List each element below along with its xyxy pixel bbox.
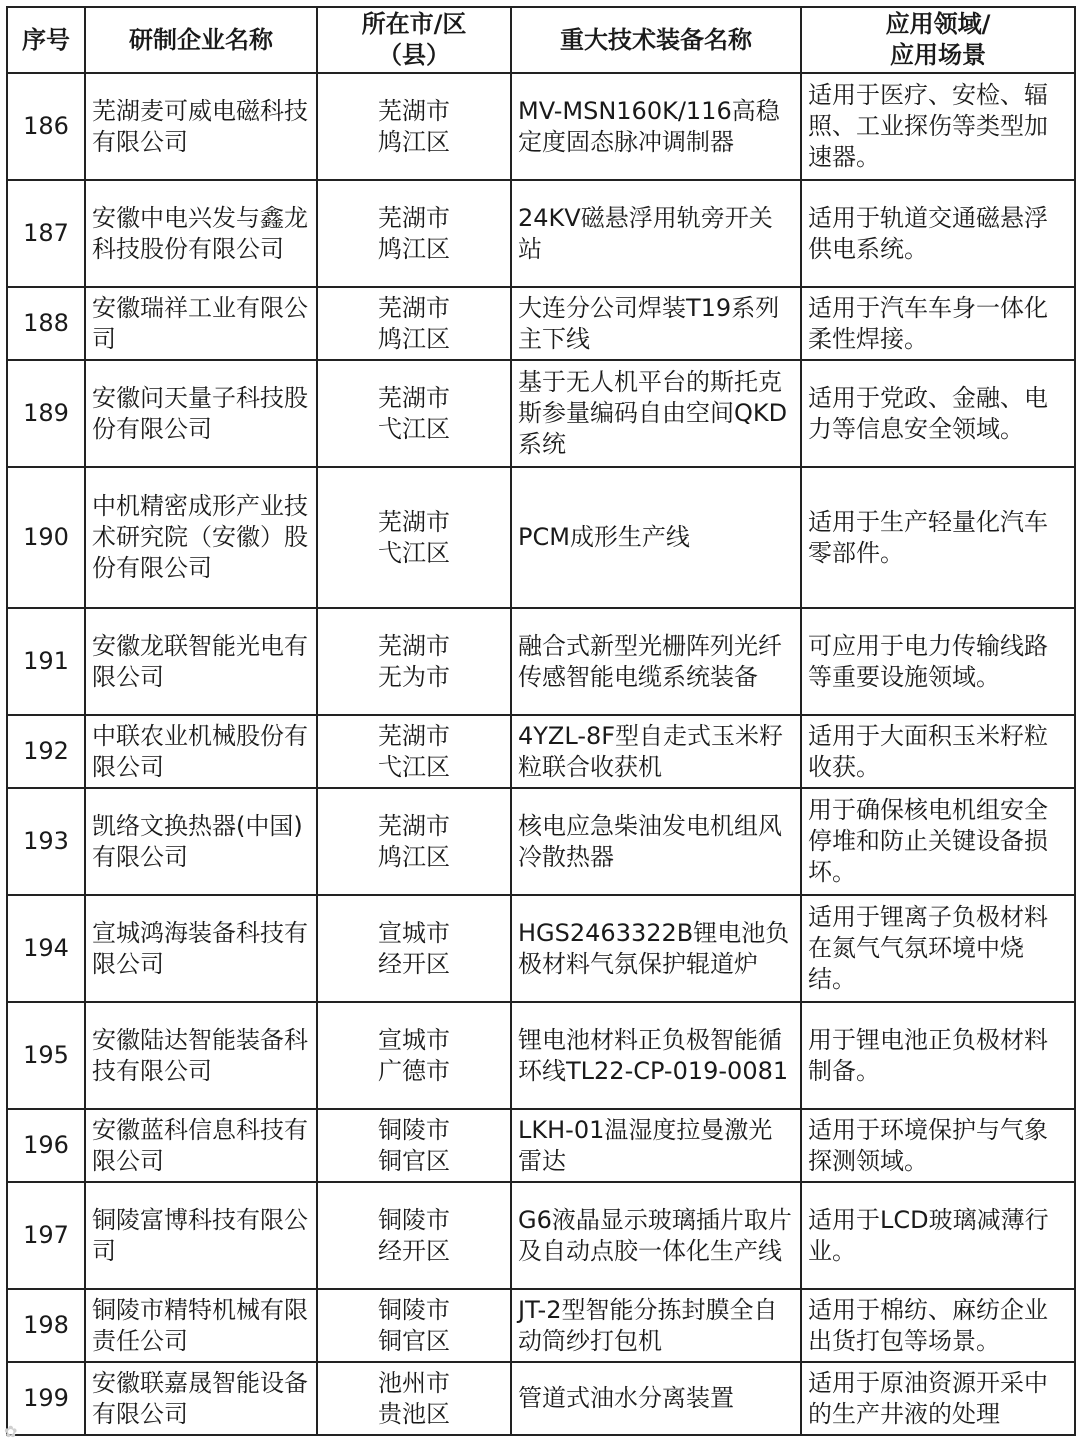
row-company: 安徽瑞祥工业有限公司 xyxy=(85,287,317,360)
row-city: 芜湖市 xyxy=(378,96,450,125)
header-row xyxy=(7,7,1075,73)
row-location xyxy=(317,895,511,1002)
table-row xyxy=(7,895,1075,1002)
row-district: 贵池区 xyxy=(378,1399,450,1428)
row-equipment: 大连分公司焊装T19系列主下线 xyxy=(511,287,801,360)
row-equipment: PCM成形生产线 xyxy=(511,467,801,608)
row-equipment: HGS2463322B锂电池负极材料气氛保护辊道炉 xyxy=(511,895,801,1002)
table-row xyxy=(7,715,1075,788)
row-location xyxy=(317,287,511,360)
row-equipment: LKH-01温湿度拉曼激光雷达 xyxy=(511,1109,801,1182)
row-equipment: 管道式油水分离装置 xyxy=(511,1362,801,1435)
table-row xyxy=(7,608,1075,715)
row-equipment: 4YZL-8F型自走式玉米籽粒联合收获机 xyxy=(511,715,801,788)
row-location xyxy=(317,788,511,895)
row-company: 芜湖麦可威电磁科技有限公司 xyxy=(85,73,317,180)
row-district: 鸠江区 xyxy=(378,324,450,353)
row-location xyxy=(317,715,511,788)
row-no: 194 xyxy=(7,895,85,1002)
header-no: 序号 xyxy=(7,7,85,73)
header-city-line1: 所在市/区 xyxy=(361,10,467,38)
row-company: 安徽蓝科信息科技有限公司 xyxy=(85,1109,317,1182)
table-row xyxy=(7,1289,1075,1362)
header-city-line2: （县） xyxy=(378,41,450,69)
row-company: 安徽联嘉晟智能设备有限公司 xyxy=(85,1362,317,1435)
row-no: 197 xyxy=(7,1182,85,1289)
row-field: 适用于大面积玉米籽粒收获。 xyxy=(801,715,1075,788)
row-no: 190 xyxy=(7,467,85,608)
row-field: 适用于汽车车身一体化柔性焊接。 xyxy=(801,287,1075,360)
row-district: 弋江区 xyxy=(378,752,450,781)
row-city: 宣城市 xyxy=(378,918,450,947)
row-equipment: 融合式新型光栅阵列光纤传感智能电缆系统装备 xyxy=(511,608,801,715)
row-field: 用于锂电池正负极材料制备。 xyxy=(801,1002,1075,1109)
table-row xyxy=(7,73,1075,180)
row-location xyxy=(317,608,511,715)
row-company: 安徽陆达智能装备科技有限公司 xyxy=(85,1002,317,1109)
row-field: 适用于锂离子负极材料在氮气气氛环境中烧结。 xyxy=(801,895,1075,1002)
row-city: 芜湖市 xyxy=(378,811,450,840)
row-company: 安徽龙联智能光电有限公司 xyxy=(85,608,317,715)
row-city: 池州市 xyxy=(378,1368,450,1397)
row-equipment: 基于无人机平台的斯托克斯参量编码自由空间QKD系统 xyxy=(511,360,801,467)
row-field: 适用于LCD玻璃减薄行业。 xyxy=(801,1182,1075,1289)
row-location xyxy=(317,1362,511,1435)
row-location xyxy=(317,360,511,467)
row-equipment: 核电应急柴油发电机组风冷散热器 xyxy=(511,788,801,895)
equipment-table xyxy=(6,6,1076,1436)
table-row xyxy=(7,180,1075,287)
table-row xyxy=(7,1002,1075,1109)
row-city: 宣城市 xyxy=(378,1025,450,1054)
row-field: 用于确保核电机组安全停堆和防止关键设备损坏。 xyxy=(801,788,1075,895)
row-company: 宣城鸿海装备科技有限公司 xyxy=(85,895,317,1002)
header-field-line1: 应用领域/ xyxy=(885,10,991,38)
header-city xyxy=(317,7,511,73)
row-field: 适用于生产轻量化汽车零部件。 xyxy=(801,467,1075,608)
row-no: 189 xyxy=(7,360,85,467)
row-city: 芜湖市 xyxy=(378,293,450,322)
table-row xyxy=(7,788,1075,895)
row-location xyxy=(317,1182,511,1289)
row-field: 适用于医疗、安检、辐照、工业探伤等类型加速器。 xyxy=(801,73,1075,180)
row-no: 191 xyxy=(7,608,85,715)
row-city: 芜湖市 xyxy=(378,507,450,536)
row-district: 鸠江区 xyxy=(378,127,450,156)
row-district: 无为市 xyxy=(378,662,450,691)
row-location xyxy=(317,180,511,287)
table-row xyxy=(7,467,1075,608)
row-district: 铜官区 xyxy=(378,1146,450,1175)
row-company: 中联农业机械股份有限公司 xyxy=(85,715,317,788)
row-equipment: 24KV磁悬浮用轨旁开关站 xyxy=(511,180,801,287)
row-location xyxy=(317,73,511,180)
row-location xyxy=(317,1002,511,1109)
row-district: 弋江区 xyxy=(378,414,450,443)
row-company: 中机精密成形产业技术研究院（安徽）股份有限公司 xyxy=(85,467,317,608)
table-row xyxy=(7,287,1075,360)
row-no: 198 xyxy=(7,1289,85,1362)
row-district: 经开区 xyxy=(378,949,450,978)
row-no: 196 xyxy=(7,1109,85,1182)
table-row xyxy=(7,360,1075,467)
row-field: 适用于轨道交通磁悬浮供电系统。 xyxy=(801,180,1075,287)
row-field: 适用于党政、金融、电力等信息安全领域。 xyxy=(801,360,1075,467)
row-city: 铜陵市 xyxy=(378,1115,450,1144)
row-equipment: G6液晶显示玻璃插片取片及自动点胶一体化生产线 xyxy=(511,1182,801,1289)
header-company: 研制企业名称 xyxy=(85,7,317,73)
row-field: 适用于棉纺、麻纺企业出货打包等场景。 xyxy=(801,1289,1075,1362)
row-district: 广德市 xyxy=(378,1056,450,1085)
row-no: 186 xyxy=(7,73,85,180)
row-no: 195 xyxy=(7,1002,85,1109)
row-no: 192 xyxy=(7,715,85,788)
row-no: 193 xyxy=(7,788,85,895)
row-city: 芜湖市 xyxy=(378,721,450,750)
row-district: 经开区 xyxy=(378,1236,450,1265)
table-row xyxy=(7,1109,1075,1182)
row-field: 可应用于电力传输线路等重要设施领域。 xyxy=(801,608,1075,715)
row-city: 芜湖市 xyxy=(378,383,450,412)
row-city: 铜陵市 xyxy=(378,1205,450,1234)
row-district: 鸠江区 xyxy=(378,842,450,871)
row-no: 188 xyxy=(7,287,85,360)
row-location xyxy=(317,1109,511,1182)
table-row xyxy=(7,1182,1075,1289)
row-city: 铜陵市 xyxy=(378,1295,450,1324)
row-district: 弋江区 xyxy=(378,538,450,567)
watermark-logo: ✿ xyxy=(4,1422,18,1441)
header-field xyxy=(801,7,1075,73)
row-company: 铜陵市精特机械有限责任公司 xyxy=(85,1289,317,1362)
row-company: 安徽中电兴发与鑫龙科技股份有限公司 xyxy=(85,180,317,287)
row-no: 199 xyxy=(7,1362,85,1435)
row-location xyxy=(317,1289,511,1362)
header-equipment: 重大技术装备名称 xyxy=(511,7,801,73)
header-field-line2: 应用场景 xyxy=(890,41,986,69)
row-district: 铜官区 xyxy=(378,1326,450,1355)
row-equipment: 锂电池材料正负极智能循环线TL22-CP-019-0081 xyxy=(511,1002,801,1109)
row-location xyxy=(317,467,511,608)
table-row xyxy=(7,1362,1075,1435)
row-company: 铜陵富博科技有限公司 xyxy=(85,1182,317,1289)
row-field: 适用于环境保护与气象探测领域。 xyxy=(801,1109,1075,1182)
row-no: 187 xyxy=(7,180,85,287)
row-equipment: MV-MSN160K/116高稳定度固态脉冲调制器 xyxy=(511,73,801,180)
row-city: 芜湖市 xyxy=(378,203,450,232)
row-city: 芜湖市 xyxy=(378,631,450,660)
row-company: 凯络文换热器(中国)有限公司 xyxy=(85,788,317,895)
row-district: 鸠江区 xyxy=(378,234,450,263)
row-company: 安徽问天量子科技股份有限公司 xyxy=(85,360,317,467)
row-equipment: JT-2型智能分拣封膜全自动筒纱打包机 xyxy=(511,1289,801,1362)
row-field: 适用于原油资源开采中的生产井液的处理 xyxy=(801,1362,1075,1435)
